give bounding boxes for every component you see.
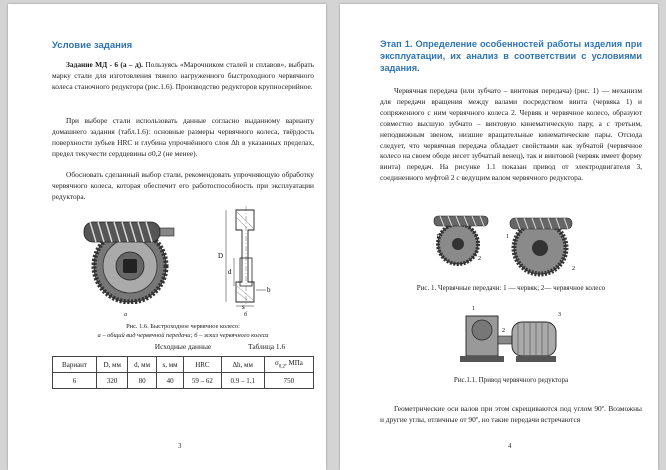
fig1-number: 2 xyxy=(572,266,575,272)
paragraph-2: Геометрические оси валов при этом скрещиваются под углом 90º. Возможны и другие углы, отличные от 90º, но такие передачи встречаются xyxy=(380,404,642,424)
table-cell: 6 xyxy=(53,373,97,389)
fig2-number: 3 xyxy=(558,312,561,318)
fig1-number: 2 xyxy=(478,256,481,262)
drawing-label-d: d xyxy=(228,268,232,276)
stage-heading: Этап 1. Определение особенностей работы изделия при эксплуатации, их анализ в соответствии с условиями задания. xyxy=(380,39,642,73)
table-title: Исходные данные xyxy=(154,342,212,351)
page-number: 3 xyxy=(178,442,182,450)
fig-caption-line2: а – общий вид червячной передачи; б – эскиз червячного колеса xyxy=(97,332,269,339)
fig1-number: 1 xyxy=(506,234,509,240)
task-text: Пользуясь «Марочником сталей и сплавов», выбрать марку стали для изготовления тяжело нагруженного быстроходного червячного колеса станочного редуктора (рис.1.6). Производство редукторов крупносерийное. xyxy=(52,60,314,91)
table-number: Таблица 1.6 xyxy=(248,342,286,351)
table-header-cell: $\sigma_{0,2}$, МПа xyxy=(264,357,313,373)
fig-label-a: а xyxy=(124,311,128,318)
table-header-cell: Вариант xyxy=(53,357,97,373)
worm-gear-illustration xyxy=(80,214,176,304)
table-cell: 59 – 62 xyxy=(184,373,221,389)
left-page xyxy=(8,4,326,470)
table-cell: 80 xyxy=(128,373,157,389)
section-heading: Условие задания xyxy=(52,40,133,51)
task-label: Задание МД - 6 (а – д). xyxy=(66,60,143,69)
table-header-row xyxy=(53,357,314,373)
table-cell: 320 xyxy=(97,373,128,389)
fig2-caption: Рис.1.1. Привод червячного редуктора xyxy=(453,376,569,384)
table-header-cell: D, мм xyxy=(97,357,128,373)
fig2-number: 1 xyxy=(472,306,475,312)
fig-label-b: б xyxy=(244,311,248,318)
paragraph-1: Червячная передача (или зубчато – винтовая передача) (рис. 1) — механизм для передачи вращения между валами посредством винта (червяка 1) и сопряженного с ним червячного колеса 2. Червяк и червячное колесо, образуют совместно высшую зубчато – винтовую кинематическую пару, а с третьим, неподвижным звеном, низшие вращательные кинематические пары. Отсюда следует, что червячная передача обладает свойствами как зубчатой (червячное колесо на своем ободе несет зубчатый венец), так и винтовой (червяк имеет форму винта) передач. На рисунке 1.1 показан привод от электродвигателя 3, соединенного муфтой 2 с ведущим валом червячного редуктора. xyxy=(380,86,642,183)
paragraph-2: При выборе стали использовать данные согласно выданному варианту домашнего задания (табл.1.6): основные размеры червячного колеса, твёрдость поверхности зубьев HRC и глубина упрочнённого слоя Δh в указанных пределах, предел текучести сердцевины σ0,2 (не менее). xyxy=(52,116,314,158)
paragraph-3: Обосновать сделанный выбор стали, рекомендовать упрочняющую обработку червячного колеса, которая обеспечит его работоспособность при эксплуатации редуктора. xyxy=(52,170,314,201)
drawing-label-s: s xyxy=(242,303,245,310)
task-paragraph xyxy=(52,60,314,93)
table-cell: 0.9 – 1.1 xyxy=(221,373,264,389)
table-cell: 750 xyxy=(264,373,313,389)
drawing-label-D: D xyxy=(218,252,224,260)
drawing-label-b: b xyxy=(267,286,271,294)
page-number: 4 xyxy=(508,442,512,450)
fig-caption-line1: Рис. 1.6. Быстроходное червячное колесо: xyxy=(126,323,240,330)
table-cell: 40 xyxy=(156,373,183,389)
fig1-caption: Рис. 1. Червячные передачи: 1 — червяк; 2— червячное колесо xyxy=(416,284,606,292)
fig2-number: 2 xyxy=(502,328,505,334)
worm-wheel-sketch xyxy=(210,206,280,310)
table-header-cell: s, мм xyxy=(156,357,183,373)
worm-reducer-drive-illustration xyxy=(458,300,568,372)
right-page xyxy=(340,4,658,470)
table-row xyxy=(53,373,314,389)
worm-drives-illustration xyxy=(432,214,582,280)
table-header-cell: Δh, мм xyxy=(221,357,264,373)
source-data-table xyxy=(52,356,314,389)
table-header-cell: d, мм xyxy=(128,357,157,373)
fig1-number: 1 xyxy=(436,234,439,240)
table-header-cell: HRC xyxy=(184,357,221,373)
